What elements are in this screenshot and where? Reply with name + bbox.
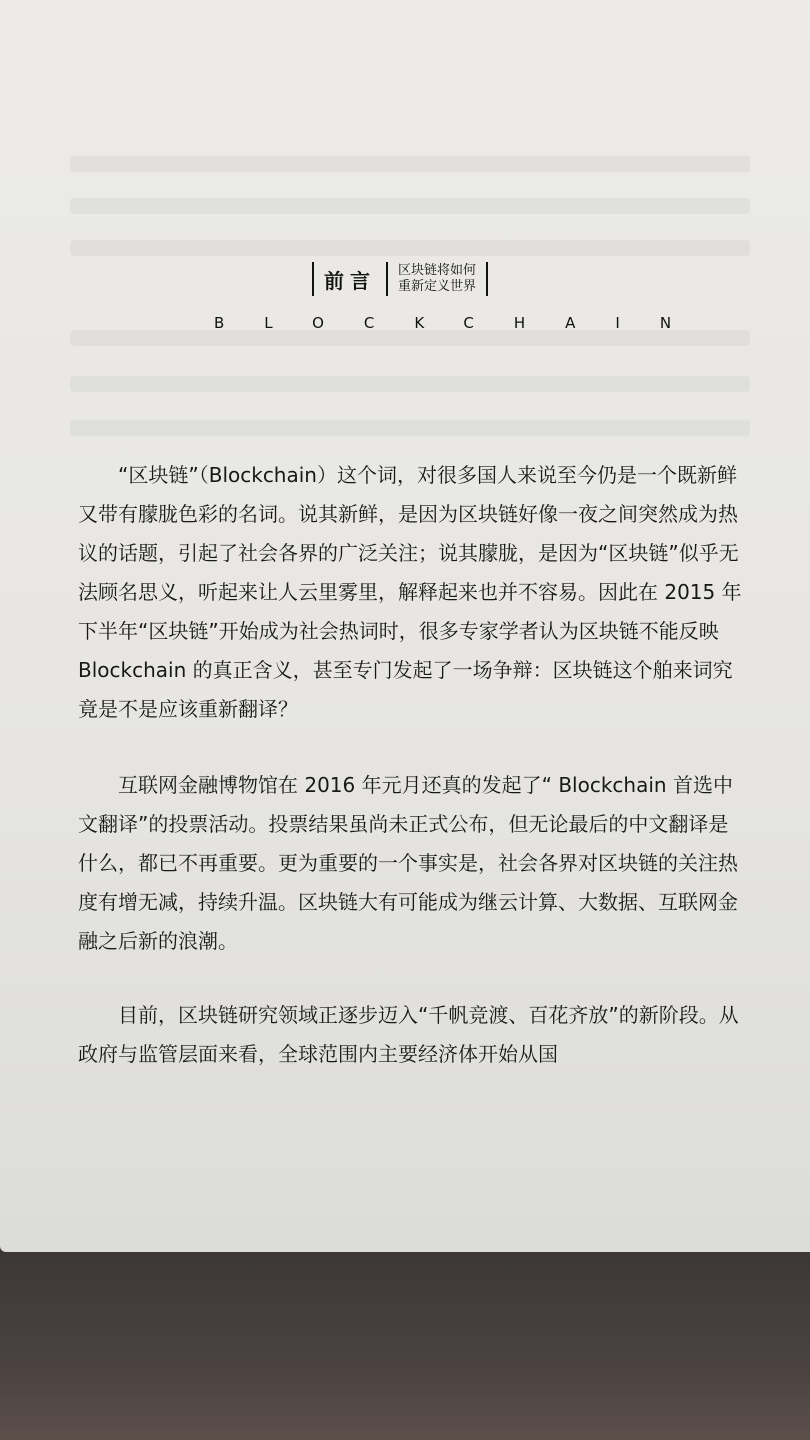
heading-bar-left — [312, 262, 314, 296]
bleed-through-line — [70, 240, 750, 256]
bleed-through-line — [70, 330, 750, 346]
background-surface — [0, 1252, 810, 1440]
preface-heading — [312, 262, 488, 296]
blockchain-spaced-title: BLOCKCHAIN — [214, 314, 712, 332]
preface-label: 前言 — [324, 268, 376, 293]
bleed-through-line — [70, 156, 750, 172]
bleed-through-line — [70, 420, 750, 436]
subtitle-line-1: 区块链将如何 — [398, 263, 477, 278]
bleed-through-line — [70, 376, 750, 392]
paragraph-3: 目前，区块链研究领域正逐步迈入“千帆竞渡、百花齐放”的新阶段。从政府与监管层面来看，全球范围内主要经济体开始从国 — [78, 1003, 739, 1066]
heading-bar-mid — [386, 262, 388, 296]
paragraph-1: “区块链”（Blockchain）这个词，对很多国人来说至今仍是一个既新鲜又带有朦胧色彩的名词。说其新鲜，是因为区块链好像一夜之间突然成为热议的话题，引起了社会各界的广泛关注；说其朦胧，是因为“区块链”似乎无法顾名思义，听起来让人云里雾里，解释起来也并不容易。因此在 2015 年下半年“区块链”开始成为社会热词时，很多专家学者认为区块链不能反映 Blockchain 的真正含义，甚至专门发起了一场争辩：区块链这个舶来词究竟是不是应该重新翻译？ — [78, 463, 742, 721]
paragraph-2: 互联网金融博物馆在 2016 年元月还真的发起了“ Blockchain 首选中文翻译”的投票活动。投票结果虽尚未正式公布，但无论最后的中文翻译是什么，都已不再重要。更为重要的一个事实是，社会各界对区块链的关注热度有增无减，持续升温。区块链大有可能成为继云计算、大数据、互联网金融之后新的浪潮。 — [78, 773, 738, 953]
heading-bar-right — [486, 262, 488, 296]
subtitle-line-2: 重新定义世界 — [398, 279, 477, 294]
preface-subtitle — [398, 263, 476, 295]
bleed-through-line — [70, 198, 750, 214]
